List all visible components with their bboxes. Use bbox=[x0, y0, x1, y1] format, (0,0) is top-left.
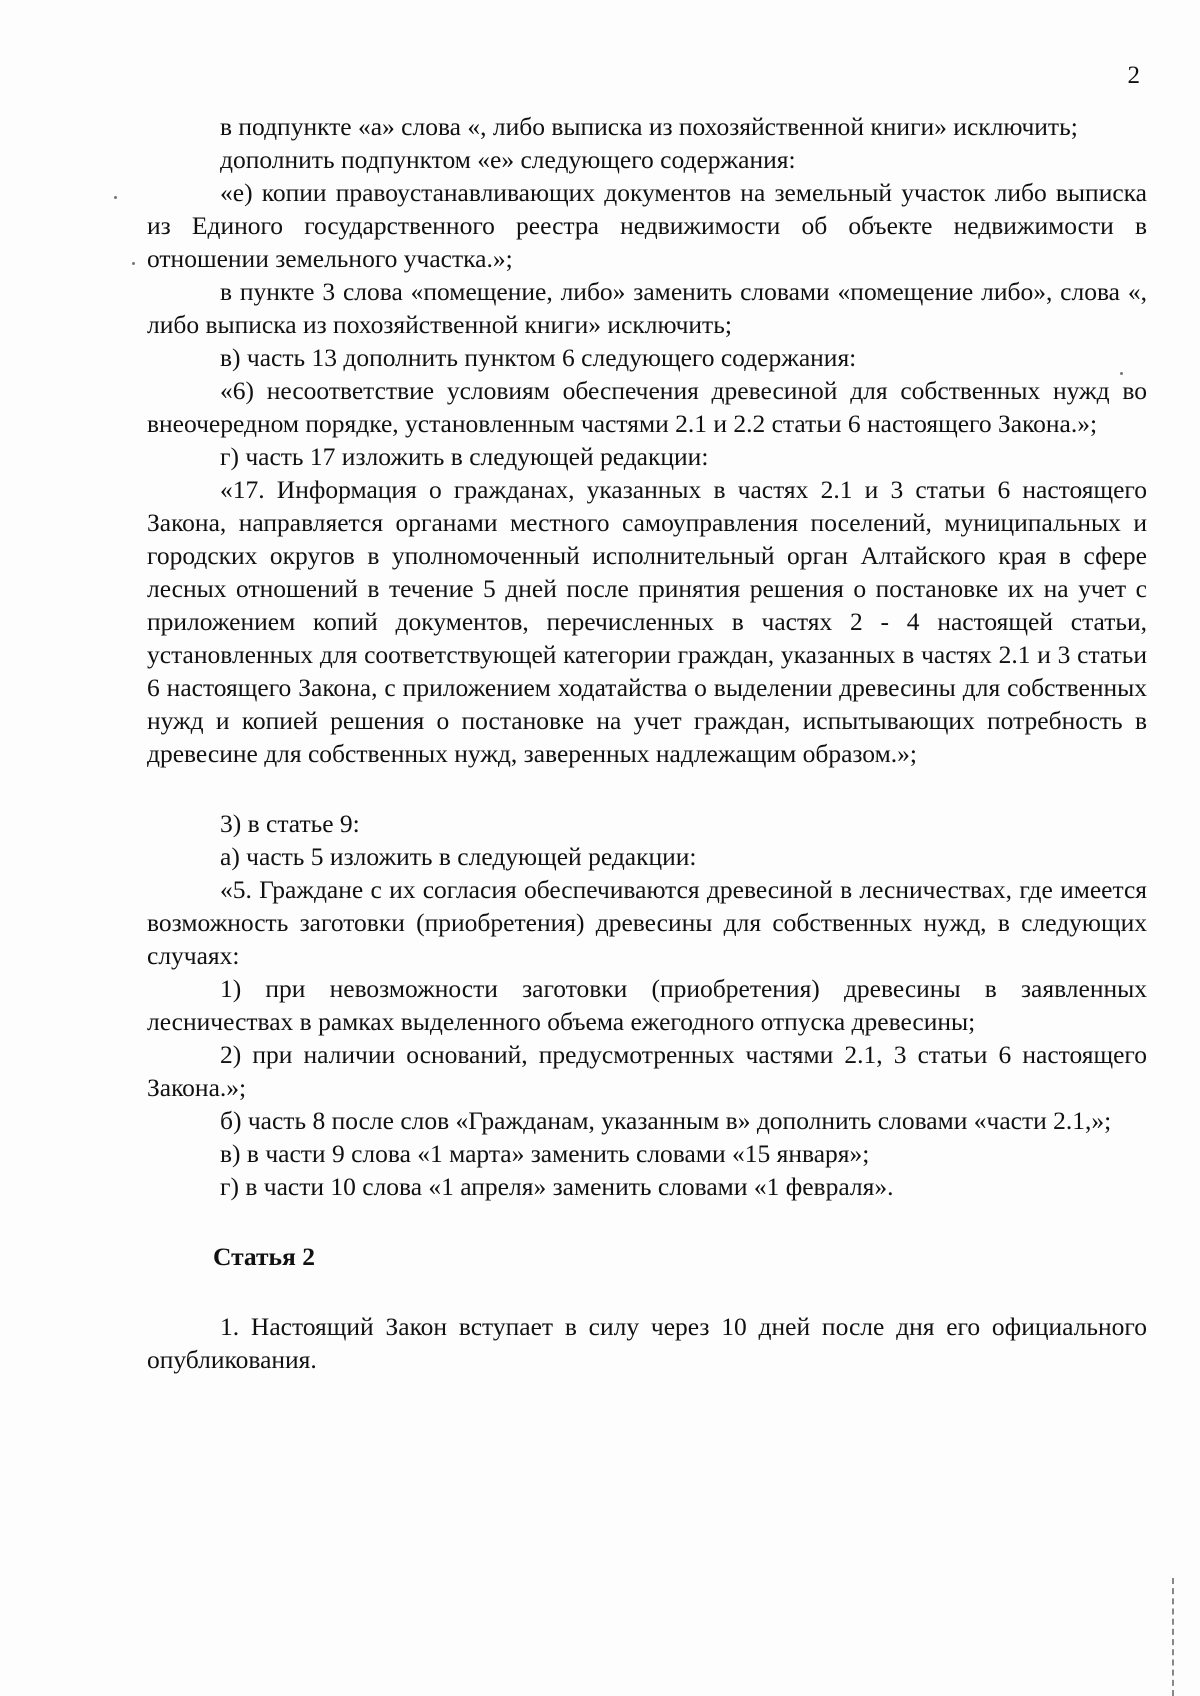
spacer bbox=[147, 1203, 1147, 1240]
paragraph: дополнить подпунктом «е» следующего содержания: bbox=[220, 145, 796, 174]
scan-speck bbox=[114, 196, 117, 199]
paragraph: в) часть 13 дополнить пунктом 6 следующего содержания: bbox=[220, 343, 857, 372]
paragraph: в подпункте «а» слова «, либо выписка из похозяйственной книги» исключить; bbox=[220, 112, 1078, 141]
spacer bbox=[147, 770, 1147, 807]
paragraph: в пункте 3 слова «помещение, либо» заменить словами «помещение либо», слова «, либо выписка из похозяйственной книги» исключить; bbox=[147, 277, 1147, 339]
paragraph: «5. Граждане с их согласия обеспечиваются древесиной в лесничествах, где имеется возможность заготовки (приобретения) древесины для собственных нужд, в следующих случаях: bbox=[147, 875, 1147, 970]
spacer bbox=[147, 1273, 1147, 1310]
paragraph: б) часть 8 после слов «Гражданам, указанным в» дополнить словами «части 2.1,»; bbox=[220, 1106, 1112, 1135]
paragraph: в) в части 9 слова «1 марта» заменить словами «15 января»; bbox=[220, 1139, 870, 1168]
scan-edge-marks bbox=[1172, 1578, 1176, 1696]
paragraph: 3) в статье 9: bbox=[220, 809, 360, 838]
paragraph: а) часть 5 изложить в следующей редакции: bbox=[220, 842, 697, 871]
paragraph: г) часть 17 изложить в следующей редакции: bbox=[220, 442, 709, 471]
paragraph: «6) несоответствие условиям обеспечения древесиной для собственных нужд во внеочередном порядке, установленным частями 2.1 и 2.2 статьи 6 настоящего Закона.»; bbox=[147, 376, 1147, 438]
paragraph: г) в части 10 слова «1 апреля» заменить словами «1 февраля». bbox=[220, 1172, 894, 1201]
article-heading: Статья 2 bbox=[213, 1242, 315, 1271]
page-number: 2 bbox=[1127, 62, 1140, 89]
paragraph: 2) при наличии оснований, предусмотренных частями 2.1, 3 статьи 6 настоящего Закона.»; bbox=[147, 1040, 1147, 1102]
paragraph: 1) при невозможности заготовки (приобретения) древесины в заявленных лесничествах в рамках выделенного объема ежегодного отпуска древесины; bbox=[147, 974, 1147, 1036]
paragraph: «17. Информация о гражданах, указанных в частях 2.1 и 3 статьи 6 настоящего Закона, направляется органами местного самоуправления поселений, муниципальных и городских округов в уполномоченный исполнительный орган Алтайского края в сфере лесных отношений в течение 5 дней после принятия решения о постановке их на учет с приложением копий документов, перечисленных в частях 2 - 4 настоящей статьи, установленных для соответствующей категории граждан, указанных в частях 2.1 и 3 статьи 6 настоящего Закона, с приложением ходатайства о выделении древесины для собственных нужд и копией решения о постановке на учет граждан, испытывающих потребность в древесине для собственных нужд, заверенных надлежащим образом.»; bbox=[147, 475, 1147, 768]
article2-paragraph: 1. Настоящий Закон вступает в силу через 10 дней после дня его официального опубликования. bbox=[147, 1312, 1147, 1374]
paragraph: «е) копии правоустанавливающих документов на земельный участок либо выписка из Единого государственного реестра недвижимости об объекте недвижимости в отношении земельного участка.»; bbox=[147, 178, 1147, 273]
scan-speck bbox=[132, 262, 135, 265]
document-body bbox=[147, 110, 1147, 1376]
